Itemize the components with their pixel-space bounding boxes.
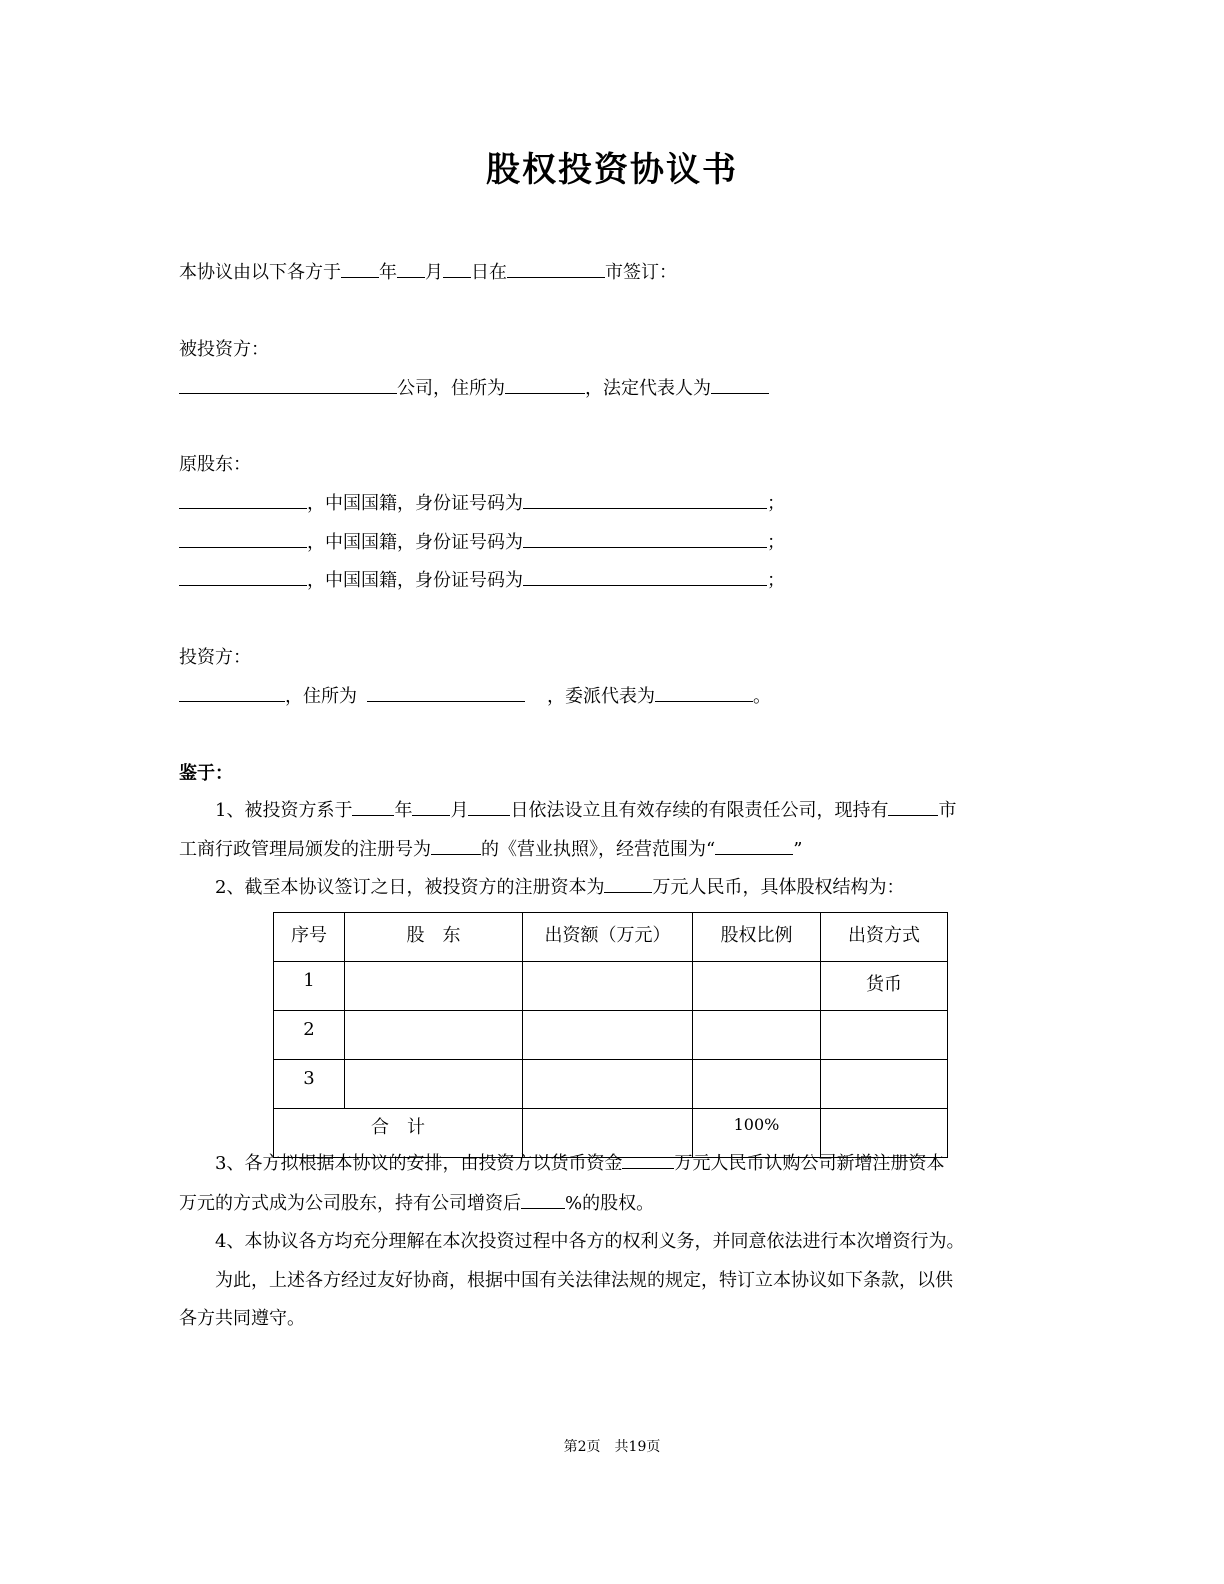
whereas-paragraph-1-cont — [179, 836, 802, 863]
investee-text-b: ，法定代表人为 — [585, 378, 711, 399]
whereas-paragraph-2 — [215, 874, 904, 901]
p1-text-b: 年 — [394, 800, 413, 821]
id-number-blank[interactable] — [523, 567, 767, 586]
table-cell[interactable] — [821, 1060, 948, 1109]
business-scope-blank[interactable] — [715, 836, 793, 855]
license-city-blank[interactable] — [888, 797, 938, 816]
p1-text-a: 1、被投资方系于 — [215, 800, 353, 821]
equity-percent-blank[interactable] — [521, 1190, 565, 1209]
table-cell[interactable] — [345, 1011, 523, 1060]
table-header-cell: 序号 — [274, 913, 345, 962]
investor-address-blank[interactable] — [367, 683, 525, 702]
closing-paragraph-cont: 各方共同遵守。 — [179, 1308, 305, 1329]
whereas-paragraph-4: 4、本协议各方均充分理解在本次投资过程中各方的权利义务，并同意依法进行本次增资行为。 — [215, 1231, 965, 1252]
whereas-paragraph-1 — [179, 792, 1039, 829]
investor-text-b: ，委派代表为 — [547, 686, 655, 707]
table-cell[interactable] — [821, 1011, 948, 1060]
month-blank[interactable] — [397, 259, 425, 278]
shareholders-heading: 原股东： — [179, 454, 251, 475]
shareholder-text: ，中国国籍，身份证号码为 — [307, 532, 523, 553]
p3-text-d: %的股权。 — [565, 1193, 655, 1214]
investee-address-blank[interactable] — [505, 375, 585, 394]
table-cell: 1 — [274, 962, 345, 1011]
table-cell: 3 — [274, 1060, 345, 1109]
table-header-cell: 股权比例 — [693, 913, 821, 962]
p3-text-a: 3、各方拟根据本协议的安排，由投资方以货币资金 — [215, 1153, 623, 1174]
total-label: 合 计 — [274, 1109, 523, 1158]
investor-end: 。 — [753, 686, 771, 707]
p1-text-d: 日依法设立且有效存续的有限责任公司，现持有 — [510, 800, 889, 821]
investee-heading: 被投资方： — [179, 339, 269, 360]
investor-heading: 投资方： — [179, 647, 251, 668]
delegate-blank[interactable] — [655, 683, 753, 702]
intro-text-b: 年 — [379, 262, 397, 283]
company-name-blank[interactable] — [179, 375, 397, 394]
table-row — [274, 1011, 948, 1060]
table-cell: 货币 — [821, 962, 948, 1011]
p3-text-b: 万元人民币认购公司新增注册资本 — [674, 1153, 945, 1174]
est-year-blank[interactable] — [352, 797, 394, 816]
legal-rep-blank[interactable] — [711, 375, 769, 394]
year-blank[interactable] — [341, 259, 379, 278]
shareholder-name-blank[interactable] — [179, 529, 307, 548]
reg-capital-blank[interactable] — [604, 874, 652, 893]
table-cell[interactable] — [693, 1011, 821, 1060]
page-title: 股权投资协议书 — [486, 150, 738, 190]
intro-text-a: 本协议由以下各方于 — [179, 262, 341, 283]
closing-paragraph: 为此，上述各方经过友好协商，根据中国有关法律法规的规定，特订立本协议如下条款，以供 — [215, 1270, 953, 1291]
id-number-blank[interactable] — [523, 529, 767, 548]
investor-line — [179, 683, 771, 710]
est-month-blank[interactable] — [412, 797, 450, 816]
investee-line — [179, 375, 769, 402]
intro-line — [179, 259, 677, 286]
shareholder-end: ； — [767, 532, 785, 553]
investment-amount-blank[interactable] — [622, 1150, 674, 1169]
table-cell[interactable] — [345, 1060, 523, 1109]
shareholder-name-blank[interactable] — [179, 567, 307, 586]
table-cell[interactable] — [523, 962, 693, 1011]
shareholder-end: ； — [767, 570, 785, 591]
table-cell[interactable] — [523, 1060, 693, 1109]
p3-text-c: 万元的方式成为公司股东，持有公司增资后 — [179, 1193, 521, 1214]
table-header-row — [274, 913, 948, 962]
p2-text-a: 2、截至本协议签订之日，被投资方的注册资本为 — [215, 877, 605, 898]
table-cell: 2 — [274, 1011, 345, 1060]
shareholder-end: ； — [767, 493, 785, 514]
city-blank[interactable] — [507, 259, 605, 278]
table-cell[interactable] — [693, 1060, 821, 1109]
total-ratio: 100% — [693, 1109, 821, 1158]
page-footer: 第2页 共19页 — [563, 1439, 661, 1455]
day-blank[interactable] — [443, 259, 471, 278]
investor-text-a: ，住所为 — [285, 686, 357, 707]
whereas-heading: 鉴于： — [179, 763, 233, 784]
p1-text-c: 月 — [450, 800, 469, 821]
table-cell[interactable] — [345, 962, 523, 1011]
whereas-paragraph-3-cont — [179, 1190, 654, 1217]
intro-text-e: 市签订： — [605, 262, 677, 283]
table-header-cell: 出资方式 — [821, 913, 948, 962]
shareholder-text: ，中国国籍，身份证号码为 — [307, 493, 523, 514]
shareholder-text: ，中国国籍，身份证号码为 — [307, 570, 523, 591]
p1-text-f: 工商行政管理局颁发的注册号为 — [179, 839, 431, 860]
table-header-cell: 出资额（万元） — [523, 913, 693, 962]
whereas-paragraph-3 — [179, 1145, 1039, 1182]
shareholder-row-3 — [179, 567, 785, 594]
intro-text-d: 日在 — [471, 262, 507, 283]
shareholder-row-1 — [179, 490, 785, 517]
p1-text-g: 的《营业执照》，经营范围为“ — [481, 839, 716, 860]
table-row — [274, 1060, 948, 1109]
table-header-cell: 股 东 — [345, 913, 523, 962]
table-cell[interactable] — [523, 1011, 693, 1060]
intro-text-c: 月 — [425, 262, 443, 283]
table-row — [274, 962, 948, 1011]
p2-text-b: 万元人民币，具体股权结构为： — [652, 877, 905, 898]
table-cell[interactable] — [693, 962, 821, 1011]
shareholder-name-blank[interactable] — [179, 490, 307, 509]
p1-text-e: 市 — [938, 800, 957, 821]
est-day-blank[interactable] — [468, 797, 510, 816]
equity-structure-table — [273, 912, 948, 1158]
p1-text-h: ” — [793, 839, 803, 860]
investor-name-blank[interactable] — [179, 683, 285, 702]
reg-number-blank[interactable] — [431, 836, 481, 855]
investee-text-a: 公司，住所为 — [397, 378, 505, 399]
id-number-blank[interactable] — [523, 490, 767, 509]
shareholder-row-2 — [179, 529, 785, 556]
